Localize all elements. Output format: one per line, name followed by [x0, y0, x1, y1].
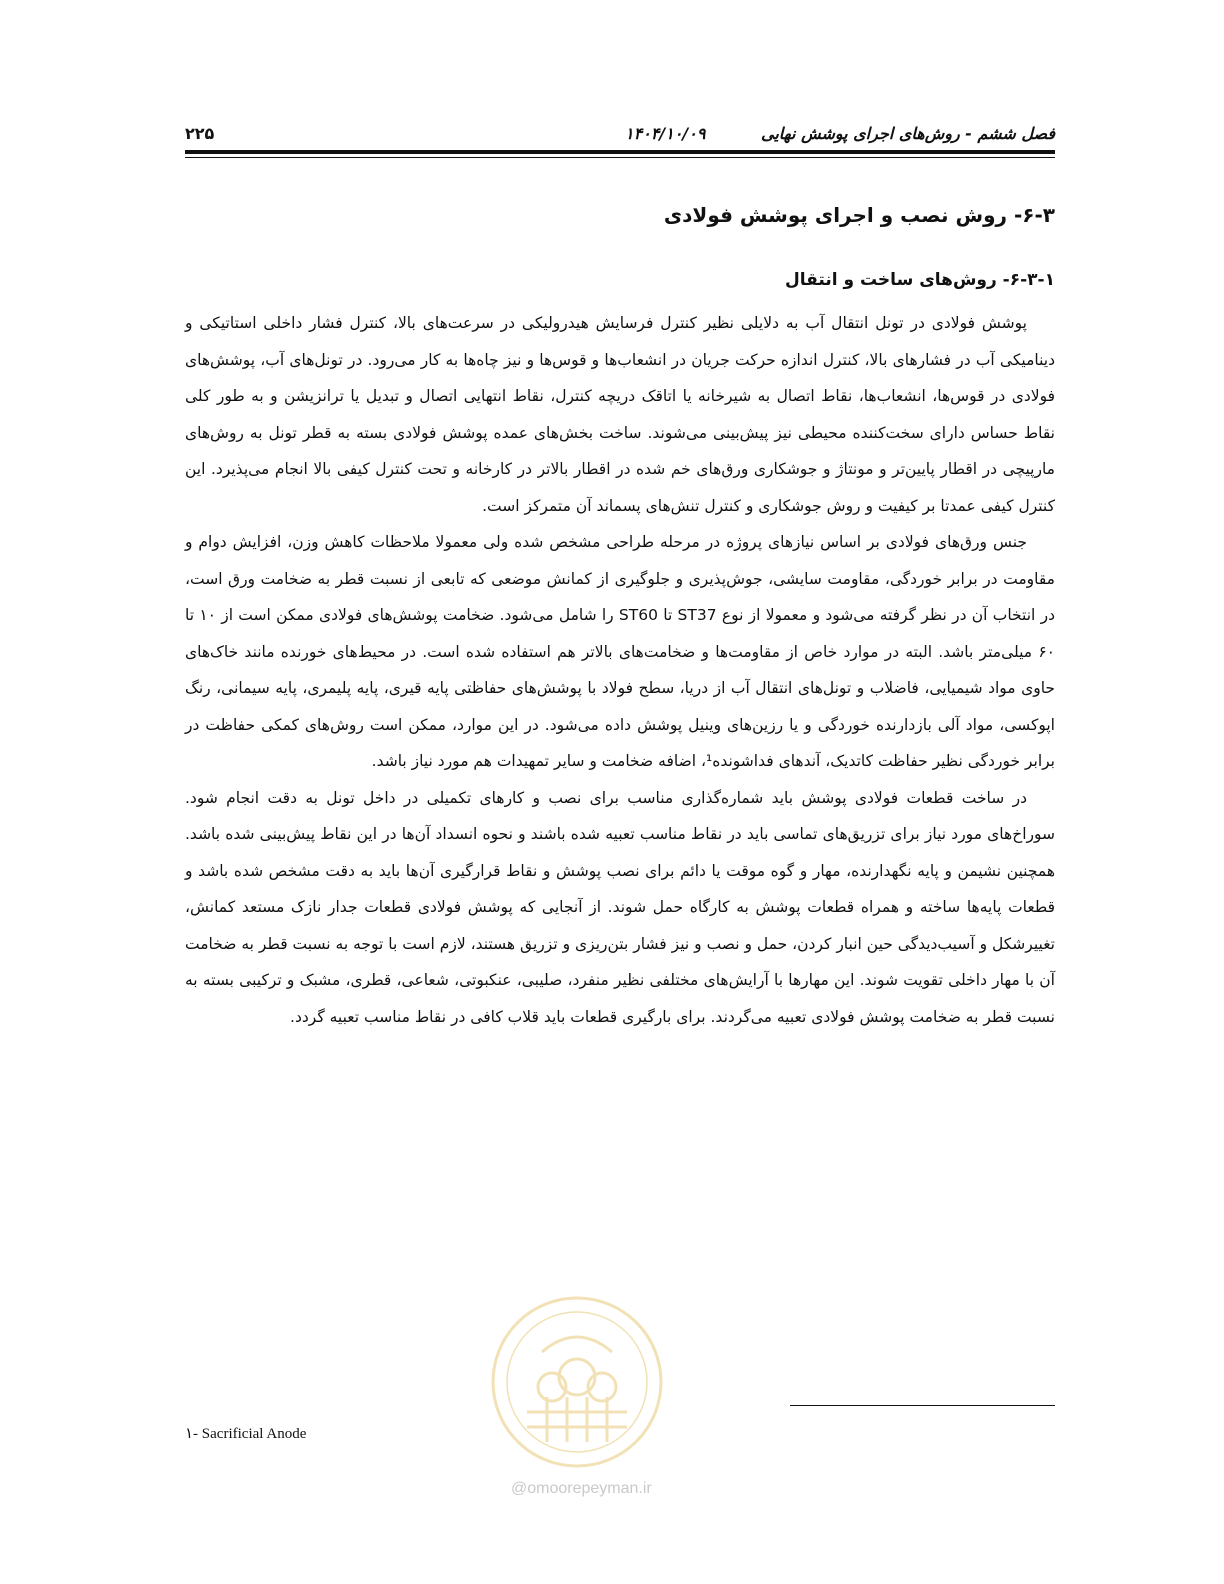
header-rule-thick — [185, 150, 1055, 154]
paragraph-1: پوشش فولادی در تونل انتقال آب به دلایلی نظیر کنترل فرسایش هیدرولیکی در سرعت‌های بالا، کنترل فشار داخلی استاتیکی و دینامیکی آب در فشارهای بالا، کنترل اندازه حرکت جریان در انشعاب‌ها و قوس‌ها و نیز چاه‌ها به کار می‌رود. در تونل‌های آب، پوشش‌های فولادی در قوس‌ها، انشعاب‌ها، نقاط اتصال به شیرخانه یا اتاقک دریچه کنترل، نقاط انتهایی اتصال و تبدیل یا ترانزیشن و به طور کلی نقاط حساس دارای سخت‌کننده محیطی نیز پیش‌بینی می‌شوند. ساخت بخش‌های عمده پوشش فولادی بسته به قطر تونل به روش‌های مارپیچی در اقطار پایین‌تر و مونتاژ و جوشکاری ورق‌های خم شده در اقطار بالاتر در کارخانه و تحت کنترل کیفی بالا انجام می‌پذیرد. این کنترل کیفی عمدتا بر کیفیت و روش جوشکاری و کنترل تنش‌های پسماند آن متمرکز است. — [185, 314, 1055, 515]
watermark-text: @omoorepeyman.ir — [511, 1480, 652, 1497]
watermark-logo-icon — [487, 1292, 667, 1472]
subsection-title: ۶-۳-۱- روش‌های ساخت و انتقال — [785, 270, 1055, 290]
section-title: ۶-۳- روش نصب و اجرای پوشش فولادی — [663, 203, 1055, 227]
footnote: ۱- Sacrificial Anode — [185, 1426, 307, 1442]
paragraph-2: جنس ورق‌های فولادی بر اساس نیازهای پروژه در مرحله طراحی مشخص شده ولی معمولا ملاحظات کاهش وزن، افزایش دوام و مقاومت در برابر خوردگی، مقاومت سایشی، جوش‌پذیری و جلوگیری از کمانش موضعی که تابعی از نسبت قطر به ضخامت ورق است، در انتخاب آن در نظر گرفته می‌شود و معمولا از نوع ST37 تا ST60 را شامل می‌شود. ضخامت پوشش‌های فولادی ممکن است از ۱۰ تا ۶۰ میلی‌متر باشد. البته در موارد خاص از مقاومت‌ها و ضخامت‌های بالاتر هم استفاده شده است. در محیط‌های خورنده مانند خاک‌های حاوی مواد شیمیایی، فاضلاب و تونل‌های انتقال آب از دریا، سطح فولاد با پوشش‌های حفاظتی پایه قیری، پایه پلیمری، پایه سیمانی، رنگ اپوکسی، مواد آلی بازدارنده خوردگی و یا رزین‌های وینیل پوشش داده می‌شود. در این موارد، ممکن است روش‌های کمکی حفاظت در برابر خوردگی نظیر حفاظت کاتدیک، آندهای فداشونده¹، اضافه ضخامت و سایر تمهیدات هم مورد نیاز باشد. — [185, 533, 1056, 770]
page-number: ۲۲۵ — [185, 124, 215, 143]
page-header — [185, 118, 1055, 148]
footnote-rule — [790, 1405, 1055, 1406]
header-rule-thin — [185, 157, 1055, 158]
main-content — [185, 195, 1055, 1035]
chapter-title: فصل ششم - روش‌های اجرای پوشش نهایی — [761, 124, 1055, 143]
paragraph-3: در ساخت قطعات فولادی پوشش باید شماره‌گذاری مناسب برای نصب و کارهای تکمیلی در داخل تونل به دقت انجام شود. سوراخ‌های مورد نیاز برای تزریق‌های تماسی باید در نقاط مناسب تعبیه شده باشند و نحوه انسداد آن‌ها در این نقاط پیش‌بینی شده باشد. همچنین نشیمن و پایه نگهدارنده، مهار و گوه موقت یا دائم برای نصب پوشش و نقاط قرارگیری آن‌ها باید به دقت مشخص شده باشد و قطعات پایه‌ها ساخته و همراه قطعات پوشش به کارگاه حمل شوند. از آنجایی که پوشش فولادی قطعات جدار نازک مستعد کمانش، تغییرشکل و آسیب‌دیدگی حین انبار کردن، حمل و نصب و نیز فشار بتن‌ریزی و تزریق هستند، لازم است با توجه به نسبت قطر به ضخامت آن با مهار داخلی تقویت شوند. این مهارها با آرایش‌های مختلفی نظیر منفرد، صلیبی، عنکبوتی، شعاعی، قطری، مشبک و ترکیبی بسته به نسبت قطر به ضخامت پوشش فولادی تعبیه می‌گردند. برای بارگیری قطعات باید قلاب کافی در نقاط مناسب تعبیه گردد. — [185, 788, 1055, 1026]
header-date: ۱۴۰۴/۱۰/۰۹ — [625, 124, 706, 143]
